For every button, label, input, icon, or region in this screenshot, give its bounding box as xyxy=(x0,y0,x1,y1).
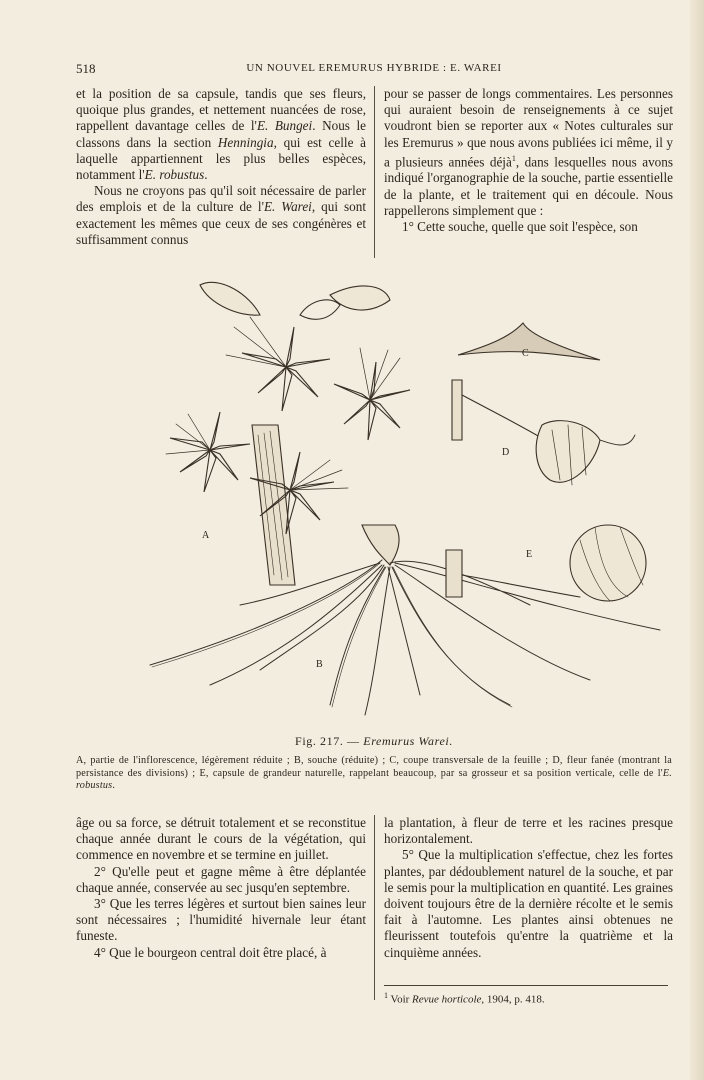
figure-label-d: D xyxy=(502,447,510,458)
running-head: UN NOUVEL EREMURUS HYBRIDE : E. WAREI xyxy=(246,62,502,74)
flower xyxy=(226,317,330,411)
page-edge xyxy=(690,0,704,1080)
paragraph: 1° Cette souche, quelle que soit l'espèce, son xyxy=(402,219,638,235)
column-divider xyxy=(374,86,375,258)
paragraph: 5° Que la multiplication s'effectue, chez les fortes plantes, par dédoublement naturel de la souche, et par le semis pour la multiplication en quantité. Les graines doivent toujours être de la dernière récolte et le semis fait à l'automne. Les plantes ainsi obtenues ne fleurissent toutefois qu'entre la quatrième et la cinquième années. xyxy=(384,847,673,960)
paragraph: 3° Que les terres légères et surtout bien saines leur sont nécessaires ; l'humidité hivernale leur étant funeste. xyxy=(76,896,366,944)
figure-label-c: C xyxy=(522,348,529,359)
column-divider xyxy=(374,815,375,1000)
footnote: $^1$ Voir Revue horticole, 1904, p. 418. xyxy=(384,991,545,1006)
figure-label-b: B xyxy=(316,659,323,670)
footnote-rule xyxy=(384,985,668,986)
paragraph: la plantation, à fleur de terre et les racines presque horizontalement. xyxy=(384,815,673,847)
figure-label-a: A xyxy=(202,530,210,541)
paragraph: âge ou sa force, se détruit totalement et se reconstitue chaque année durant le cours de la végétation, qui commence en novembre et se termine en juillet. xyxy=(76,815,366,863)
column-top-left xyxy=(76,86,366,248)
page-number: 518 xyxy=(76,61,96,76)
paragraph: et la position de sa capsule, tandis que ses fleurs, quoique plus grandes, et nettement nuancées de rose, rappellent davantage celles de l'E. Bungei. Nous le classons dans la section Henningia, qui est celle à laquelle appartiennent les plus belles espèces, notamment l'E. robustus. xyxy=(76,86,366,183)
footnote-ref: 1 xyxy=(511,153,516,163)
column-bottom-left xyxy=(76,815,366,961)
paragraph: 4° Que le bourgeon central doit être placé, à xyxy=(94,944,327,960)
paragraph: Nous ne croyons pas qu'il soit nécessaire de parler des emplois et de la culture de l'E. Warei, qui sont exactement les mêmes que ceux de ses congénères et suffisamment connus xyxy=(76,183,366,247)
column-top-right xyxy=(384,86,673,235)
flower xyxy=(166,412,250,492)
eremurus-drawing xyxy=(90,275,680,725)
paragraph: 2° Qu'elle peut et gagne même à être déplantée chaque année, conservée au sec jusqu'en septembre. xyxy=(76,863,366,895)
figure-caption-title: Fig. 217. — Eremurus Warei. xyxy=(295,734,453,748)
figure-legend: A, partie de l'inflorescence, légèrement réduite ; B, souche (réduite) ; C, coupe transversale de la feuille ; D, fleur fanée (montrant la persistance des divisions) ; E, capsule de grandeur naturelle, rappelant beaucoup, par sa grosseur et sa position verticale, celle de l'E. robustus. xyxy=(76,755,672,792)
page-header xyxy=(76,61,672,79)
figure-label-e: E xyxy=(526,549,533,560)
flower xyxy=(334,348,410,440)
column-bottom-right xyxy=(384,815,673,961)
paragraph: pour se passer de longs commentaires. Les personnes qui auraient besoin de renseignements à ce sujet voudront bien se reporter aux « Notes culturales sur les Eremurus » que nous avons publiées ici même, il y a plusieurs années déjà$^1$, dans lesquelles nous avons indiqué l'organographie de la souche, partie essentielle de la plante, et le traitement qui en découle. Nous rappellerons simplement que : xyxy=(384,86,673,218)
botanical-illustration xyxy=(90,275,680,725)
